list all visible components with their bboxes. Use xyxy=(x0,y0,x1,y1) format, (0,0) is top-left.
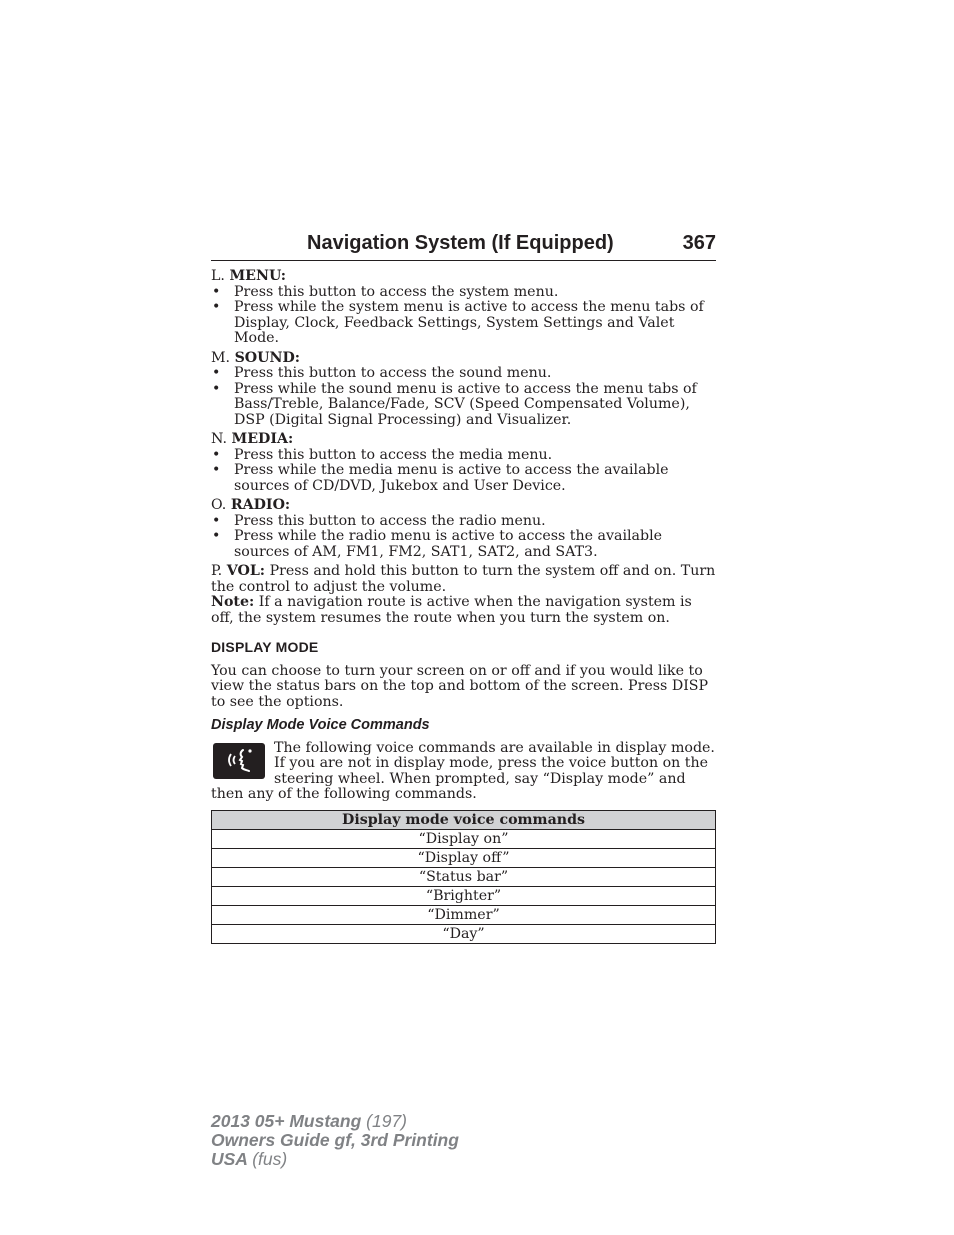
voice-commands-table xyxy=(211,810,716,944)
table-row xyxy=(212,829,716,848)
voice-command-icon xyxy=(213,743,265,779)
item-label: N. MEDIA: xyxy=(211,431,294,447)
bullet-list xyxy=(211,448,716,495)
table-row xyxy=(212,867,716,886)
page-number: 367 xyxy=(682,232,716,254)
voice-commands-block xyxy=(211,741,716,803)
bullet-list xyxy=(211,514,716,561)
note: Note: If a navigation route is active when the navigation system is off, the system resumes the route when you turn the system on. xyxy=(211,594,692,626)
item-label: M. SOUND: xyxy=(211,349,301,366)
display-mode-intro: You can choose to turn your screen on or off and if you would like to view the status bars on the top and bottom of the screen. Press DISP to see the options. xyxy=(211,662,709,710)
table-cell: “Display on” xyxy=(212,829,716,848)
list-item: • Press while the radio menu is active to access the available sources of AM, FM1, FM2, SAT1, SAT2, and SAT3. xyxy=(212,528,663,560)
page-footer xyxy=(211,1112,459,1169)
item-label: O. RADIO: xyxy=(211,497,291,513)
item-sound xyxy=(211,351,716,429)
list-item: • Press this button to access the system menu. xyxy=(212,283,559,300)
item-media xyxy=(211,432,716,494)
item-label: L. MENU: xyxy=(211,268,287,284)
table-cell: “Dimmer” xyxy=(212,905,716,924)
bullet-list xyxy=(211,366,716,428)
table-cell: “Brighter” xyxy=(212,886,716,905)
table-row xyxy=(212,924,716,943)
table-header: Display mode voice commands xyxy=(212,810,716,829)
manual-page xyxy=(211,228,716,944)
table-row xyxy=(212,905,716,924)
item-vol: P. VOL: Press and hold this button to turn the system off and on. Turn the control to adjust the volume. xyxy=(211,563,716,595)
table-row xyxy=(212,886,716,905)
table-row xyxy=(212,848,716,867)
list-item: • Press while the sound menu is active to access the menu tabs of Bass/Treble, Balance/Fade, SCV (Speed Compensated Volume), DSP (Digital Signal Processing) and Visualizer. xyxy=(212,380,697,428)
table-cell: “Display off” xyxy=(212,848,716,867)
table-cell: “Day” xyxy=(212,924,716,943)
list-item: • Press while the media menu is active to access the available sources of CD/DVD, Jukebox and User Device. xyxy=(212,462,669,494)
footer-line: 2013 05+ Mustang (197) xyxy=(211,1111,408,1131)
subsection-heading: Display Mode Voice Commands xyxy=(211,717,430,733)
item-radio xyxy=(211,498,716,560)
bullet-list xyxy=(211,285,716,347)
footer-line: USA (fus) xyxy=(211,1149,288,1169)
table-header-row xyxy=(212,810,716,829)
page-header xyxy=(211,228,716,261)
list-item: • Press this button to access the media menu. xyxy=(212,446,553,463)
page-title: Navigation System (If Equipped) xyxy=(307,232,614,254)
table-cell: “Status bar” xyxy=(212,867,716,886)
list-item: • Press this button to access the radio menu. xyxy=(212,512,546,529)
item-menu xyxy=(211,269,716,347)
page-content xyxy=(211,269,716,944)
list-item: • Press this button to access the sound menu. xyxy=(212,365,552,381)
list-item: • Press while the system menu is active to access the menu tabs of Display, Clock, Feedback Settings, System Settings and Valet Mode. xyxy=(212,299,704,346)
voice-commands-text: The following voice commands are available in display mode. If you are not in display mode, press the voice button on the steering wheel. When prompted, say “Display mode” and then any of the following commands. xyxy=(211,739,715,802)
section-heading: DISPLAY MODE xyxy=(211,639,319,655)
footer-line: Owners Guide gf, 3rd Printing xyxy=(211,1130,459,1150)
